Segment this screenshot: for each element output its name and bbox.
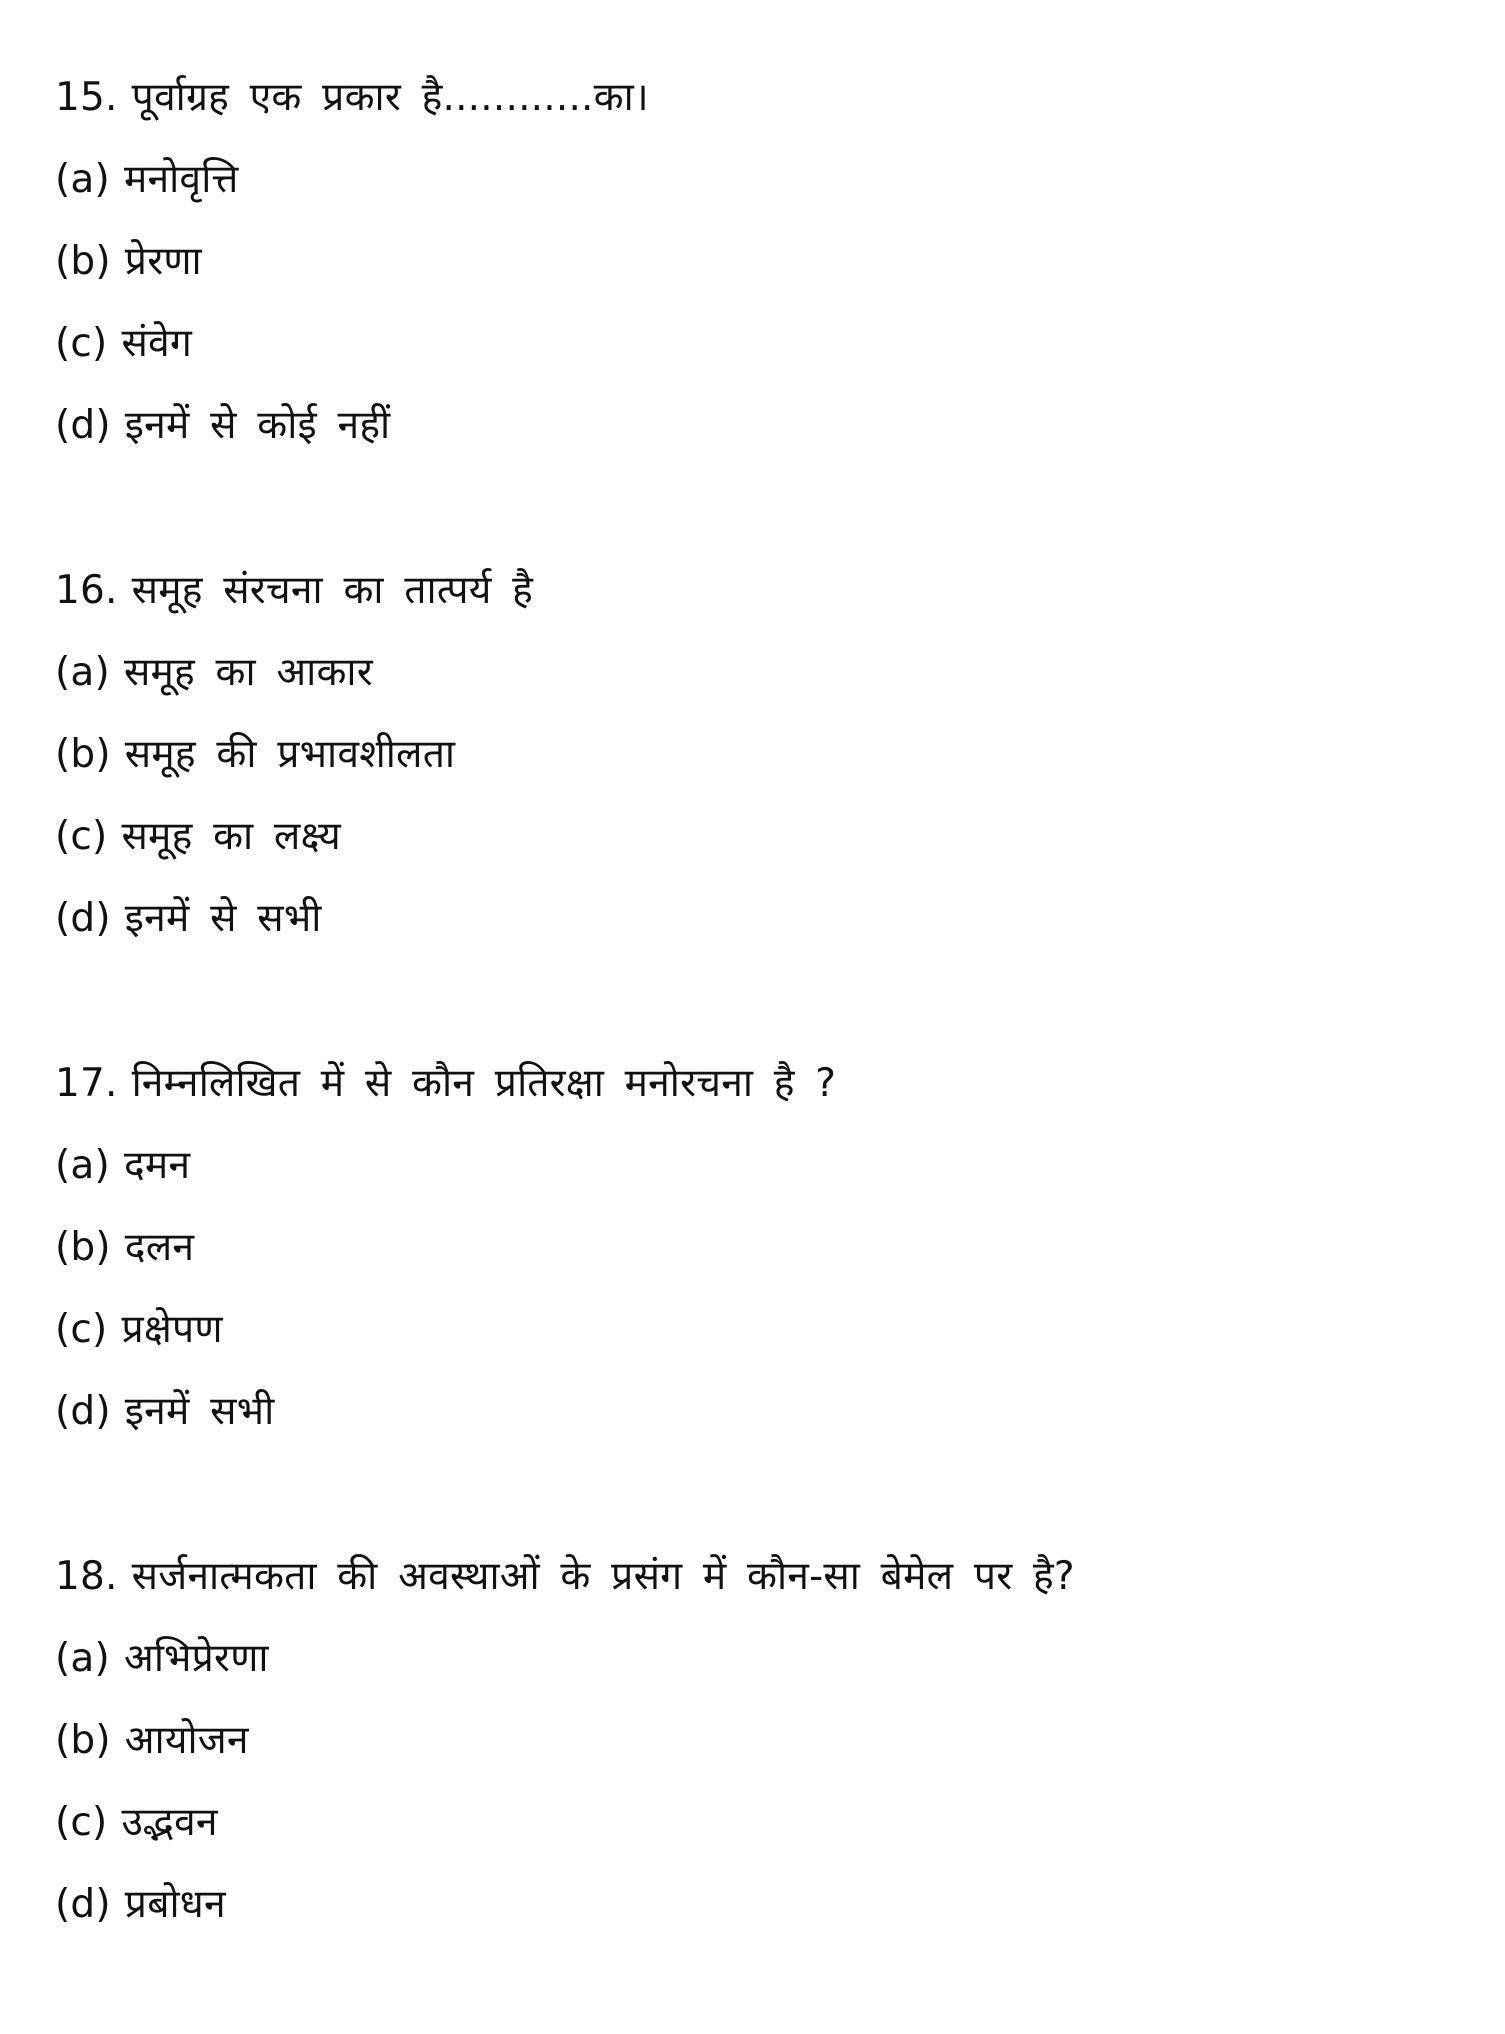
option-text: समूह का आकार bbox=[123, 650, 373, 695]
option-text: आयोजन bbox=[124, 1718, 249, 1763]
option-label: (c) bbox=[55, 814, 108, 859]
option-label: (a) bbox=[55, 1636, 110, 1681]
option-c bbox=[55, 1800, 218, 1845]
option-text: समूह की प्रभावशीलता bbox=[124, 732, 456, 777]
question-stem bbox=[55, 568, 534, 613]
option-label: (b) bbox=[55, 1225, 111, 1270]
option-d bbox=[55, 896, 322, 941]
option-label: (c) bbox=[55, 1800, 108, 1845]
option-text: दलन bbox=[124, 1225, 195, 1270]
option-label: (d) bbox=[55, 1389, 111, 1434]
option-label: (a) bbox=[55, 650, 110, 695]
question-number: 17. bbox=[55, 1061, 118, 1106]
option-text: अभिप्रेरणा bbox=[123, 1636, 269, 1681]
option-text: इनमें से कोई नहीं bbox=[124, 403, 391, 448]
option-label: (d) bbox=[55, 403, 111, 448]
option-b bbox=[55, 1225, 195, 1270]
option-label: (c) bbox=[55, 321, 108, 366]
option-label: (b) bbox=[55, 239, 111, 284]
option-label: (a) bbox=[55, 1143, 110, 1188]
option-c bbox=[55, 1307, 223, 1352]
question-number: 16. bbox=[55, 568, 118, 613]
option-text: दमन bbox=[123, 1143, 191, 1188]
option-label: (b) bbox=[55, 1718, 111, 1763]
option-c bbox=[55, 814, 341, 859]
option-text: इनमें सभी bbox=[124, 1389, 275, 1434]
option-a bbox=[55, 1143, 191, 1188]
question-number: 15. bbox=[55, 75, 118, 120]
option-b bbox=[55, 239, 202, 284]
question-text: सर्जनात्मकता की अवस्थाओं के प्रसंग में कौन-सा बेमेल पर है? bbox=[131, 1554, 1075, 1599]
question-text: समूह संरचना का तात्पर्य है bbox=[131, 568, 534, 613]
question-text: पूर्वाग्रह एक प्रकार है............का। bbox=[131, 75, 649, 120]
option-text: प्रेरणा bbox=[124, 239, 202, 284]
option-d bbox=[55, 1882, 226, 1927]
option-label: (c) bbox=[55, 1307, 108, 1352]
option-b bbox=[55, 1718, 249, 1763]
question-number: 18. bbox=[55, 1554, 118, 1599]
option-text: प्रबोधन bbox=[124, 1882, 226, 1927]
option-d bbox=[55, 1389, 275, 1434]
option-a bbox=[55, 650, 373, 695]
option-text: मनोवृत्ति bbox=[123, 157, 239, 202]
option-text: इनमें से सभी bbox=[124, 896, 322, 941]
option-label: (d) bbox=[55, 1882, 111, 1927]
option-text: संवेग bbox=[121, 321, 193, 366]
question-stem bbox=[55, 1554, 1075, 1599]
option-text: प्रक्षेपण bbox=[121, 1307, 223, 1352]
option-c bbox=[55, 321, 193, 366]
option-b bbox=[55, 732, 456, 777]
question-stem bbox=[55, 75, 649, 120]
option-a bbox=[55, 157, 239, 202]
question-stem bbox=[55, 1061, 837, 1106]
option-text: समूह का लक्ष्य bbox=[121, 814, 341, 859]
option-d bbox=[55, 403, 391, 448]
option-a bbox=[55, 1636, 269, 1681]
option-label: (a) bbox=[55, 157, 110, 202]
option-label: (b) bbox=[55, 732, 111, 777]
option-label: (d) bbox=[55, 896, 111, 941]
question-text: निम्नलिखित में से कौन प्रतिरक्षा मनोरचना है ? bbox=[131, 1061, 837, 1106]
option-text: उद्भवन bbox=[121, 1800, 218, 1845]
